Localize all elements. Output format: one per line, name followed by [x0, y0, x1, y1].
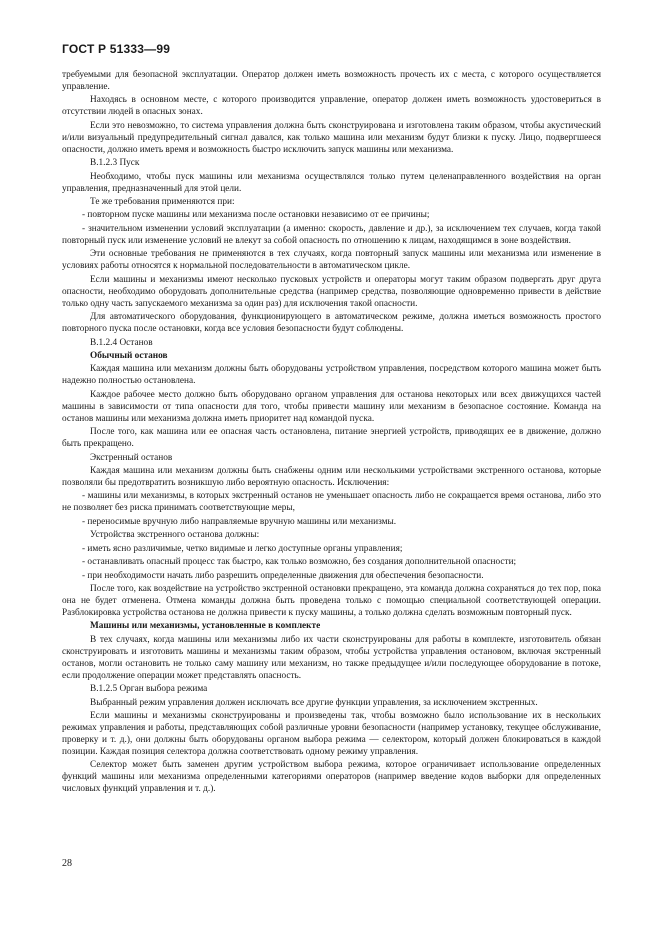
- paragraph: Каждая машина или механизм должны быть снабжены одним или несколькими устройствами экстренного останова, которые позволяли бы предотвратить возникшую либо вероятную опасность. Исключения:: [62, 466, 601, 488]
- paragraph: Необходимо, чтобы пуск машины или механизма осуществлялся только путем целенаправленного воздействия на орган управления, предназначенный для этой цели.: [62, 171, 601, 194]
- subsection-heading: Машины или механизмы, установленные в комплекте: [90, 621, 321, 632]
- paragraph: Эти основные требования не применяются в тех случаях, когда повторный запуск машины или механизма или изменение в условиях работы относятся к нормальной последовательности в автоматическом цикле.: [62, 249, 601, 272]
- section-heading: В.1.2.3 Пуск: [90, 158, 140, 169]
- section-heading: В.1.2.4 Останов: [90, 337, 153, 348]
- list-item: - останавливать опасный процесс так быстро, как только возможно, без создания дополнительной опасности;: [82, 557, 517, 568]
- paragraph: Селектор может быть заменен другим устройством выбора режима, которое ограничивает использование определенных функций машины или механизма определенными категориями операторов (например введение кодов выборки для определенных числовых функций управления и т. д.).: [62, 760, 601, 795]
- list-item: - машины или механизмы, в которых экстренный останов не уменьшает опасность либо не сокращается время останова, либо это не позволяет без риска принимать соответствующие меры,: [62, 491, 601, 514]
- page-number: 28: [62, 858, 72, 869]
- list-item: - переносимые вручную либо направляемые вручную машины или механизмы.: [82, 516, 397, 527]
- paragraph: Находясь в основном месте, с которого производится управление, оператор должен иметь возможность удостовериться в отсутствии людей в опасных зонах.: [62, 95, 601, 118]
- list-item: - повторном пуске машины или механизма после остановки независимо от ее причины;: [82, 210, 430, 221]
- subsection-heading: Экстренный останов: [90, 452, 173, 463]
- paragraph: Выбранный режим управления должен исключать все другие функции управления, за исключением экстренных.: [90, 697, 538, 708]
- paragraph: требуемыми для безопасной эксплуатации. Оператор должен иметь возможность прочесть их с места, с которого осуществляется управление.: [62, 70, 601, 92]
- paragraph: Если это невозможно, то система управления должна быть сконструирована и изготовлена таким образом, чтобы акустический и/или визуальный предупредительный сигнал давался, как только машина или механизм будут близки к пуску. Лицо, подвергшееся опасности, должно иметь время и возможность быстро исключить запуск машины или механизма.: [62, 120, 601, 155]
- paragraph: В тех случаях, когда машины или механизмы либо их части сконструированы для работы в комплекте, изготовитель обязан сконструировать и изготовить машины и механизмы таким образом, чтобы устройства управления остановом, включая экстренный останов, могли остановить не только саму машину или механизм, но также предыдущее и/или последующее оборудование в потоке, если продолжение операции может представлять опасность.: [62, 634, 601, 681]
- paragraph: Если машины и механизмы имеют несколько пусковых устройств и операторы могут таким образом подвергать друг друга опасности, необходимо оборудовать дополнительные средства (например средства, позволяющие одновременно привести в действие только одну часть запускаемого механизма за один раз) для исключения такой опасности.: [62, 274, 601, 309]
- paragraph: Те же требования применяются при:: [90, 197, 235, 208]
- subsection-heading: Обычный останов: [90, 350, 168, 361]
- paragraph: После того, как машина или ее опасная часть остановлена, питание энергией устройств, приводящих ее в движение, должно быть прекращено.: [62, 427, 601, 450]
- document-body: [62, 70, 601, 798]
- document-header: ГОСТ Р 51333—99: [62, 42, 171, 56]
- paragraph: Для автоматического оборудования, функционирующего в автоматическом режиме, должна иметься возможность простого повторного пуска после остановки, когда все условия безопасности будут соблюдены.: [62, 312, 601, 335]
- section-heading: В.1.2.5 Орган выбора режима: [90, 684, 208, 695]
- paragraph: Каждая машина или механизм должны быть оборудованы устройством управления, посредством которого машина может быть надежно полностью остановлена.: [62, 364, 601, 387]
- paragraph: Устройства экстренного останова должны:: [90, 530, 260, 541]
- paragraph: После того, как воздействие на устройство экстренной остановки прекращено, эта команда должна сохраняться до тех пор, пока она не будет отменена. Отмена команды должна быть проведена только с помощью специальной соответствующей операции. Разблокировка устройства останова не должна привести к пуску машины, а только должна сделать возможным повторный пуск.: [62, 584, 601, 619]
- list-item: - иметь ясно различимые, четко видимые и легко доступные органы управления;: [82, 543, 403, 554]
- paragraph: Если машины и механизмы сконструированы и произведены так, чтобы возможно было использование их в нескольких режимах управления и работы, представляющих собой различные уровни безопасности (например установку, текущее обслуживание, проверку и т. д.), они должны быть оборудованы органом выбора режима — селектором, который должен блокироваться в каждой позиции. Каждая позиция селектора должна соответствовать одному режиму управления.: [62, 711, 601, 758]
- paragraph: Каждое рабочее место должно быть оборудовано органом управления для останова некоторых или всех движущихся частей машины в зависимости от типа опасности для того, чтобы привести машину или механизм в безопасное состояние. Команда на останов машины или механизма должна иметь приоритет над командой пуска.: [62, 389, 601, 424]
- list-item: - при необходимости начать либо разрешить определенные движения для обеспечения безопасности.: [82, 570, 484, 581]
- list-item: - значительном изменении условий эксплуатации (а именно: скорость, давление и др.), за исключением тех случаев, когда такой повторный пуск или изменение условий не влекут за собой опасность по отношению к лицам, находящимся в зоне воздействия.: [62, 223, 601, 246]
